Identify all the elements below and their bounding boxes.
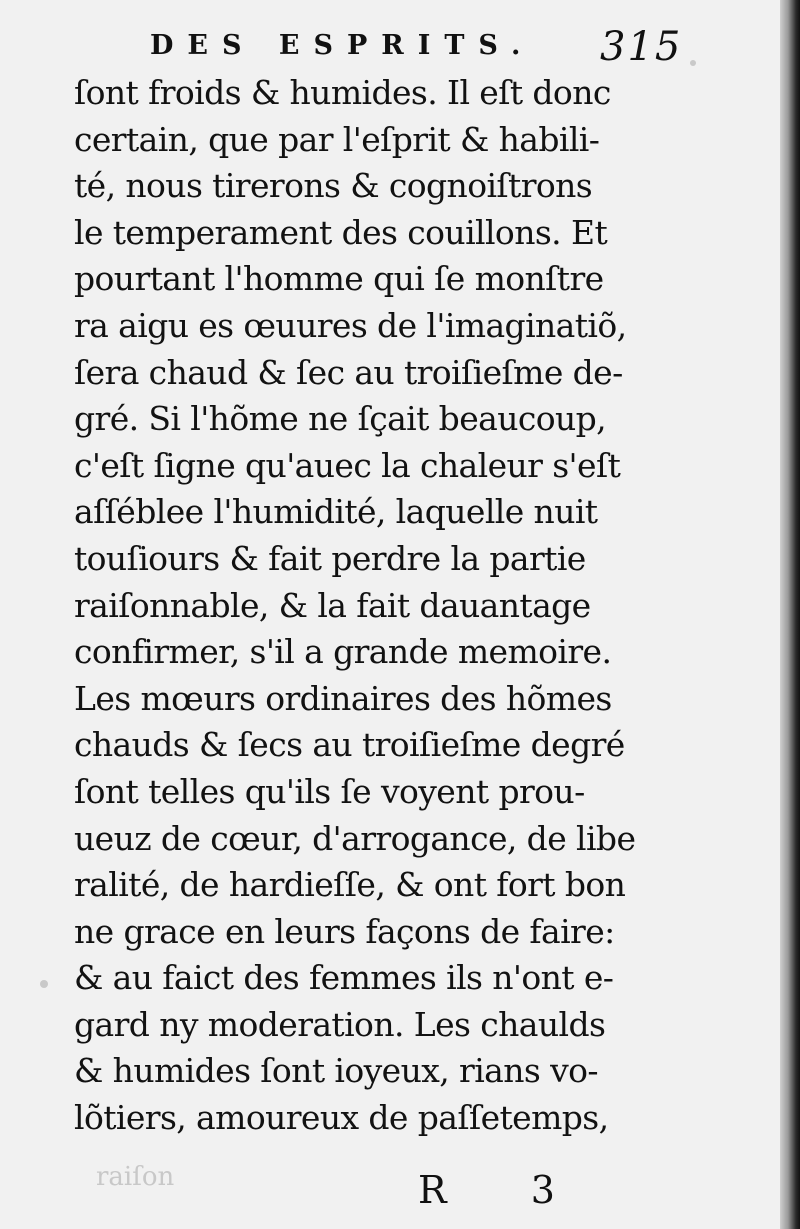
text-line: aſſéblee l'humidité, laquelle nuit [74,492,598,532]
text-line: le temperament des couillons. Et [74,212,608,252]
text-line: té, nous tirerons & cognoiſtrons [74,166,593,206]
page-edge-shadow [780,0,800,1229]
text-line: touſiours & fait perdre la partie [74,538,586,578]
text-line: gré. Si l'hõme ne ſçait beaucoup, [74,399,607,439]
bleed-through-text: raiſon [96,1162,175,1192]
text-line: pourtant l'homme qui ſe monſtre [74,259,604,299]
text-line: ne grace en leurs façons de faire: [74,911,615,951]
text-line: lõtiers, amoureux de paſſetemps, [74,1098,609,1138]
text-line: ſont telles qu'ils ſe voyent prou- [74,771,585,811]
text-line: & humides ſont ioyeux, rians vo- [74,1051,598,1091]
page-header [150,22,710,72]
text-line: raiſonnable, & la fait dauantage [74,585,591,625]
text-line: ralité, de hardieſſe, & ont fort bon [74,865,626,905]
text-line: certain, que par l'eſprit & habili- [74,119,600,159]
body-text [74,70,654,1142]
text-line: ueuz de cœur, d'arrogance, de libe [74,818,636,858]
page-number: 315 [600,24,683,70]
text-line: ra aigu es œuures de l'imaginatiõ, [74,305,627,345]
text-line: ſera chaud & ſec au troiſieſme de- [74,352,623,392]
text-line: & au faict des femmes ils n'ont e- [74,958,614,998]
text-line: c'eſt ſigne qu'auec la chaleur s'eſt [74,445,621,485]
text-line: ſont froids & humides. Il eſt donc [74,73,611,112]
text-line: chauds & ſecs au troiſieſme degré [74,725,625,765]
text-line: Les mœurs ordinaires des hõmes [74,678,612,718]
text-line: gard ny moderation. Les chaulds [74,1004,606,1044]
signature-mark: R 3 [418,1168,591,1212]
text-line: confirmer, s'il a grande memoire. [74,632,612,672]
running-title: DES ESPRITS. [150,30,535,61]
paper-stain [40,980,48,988]
